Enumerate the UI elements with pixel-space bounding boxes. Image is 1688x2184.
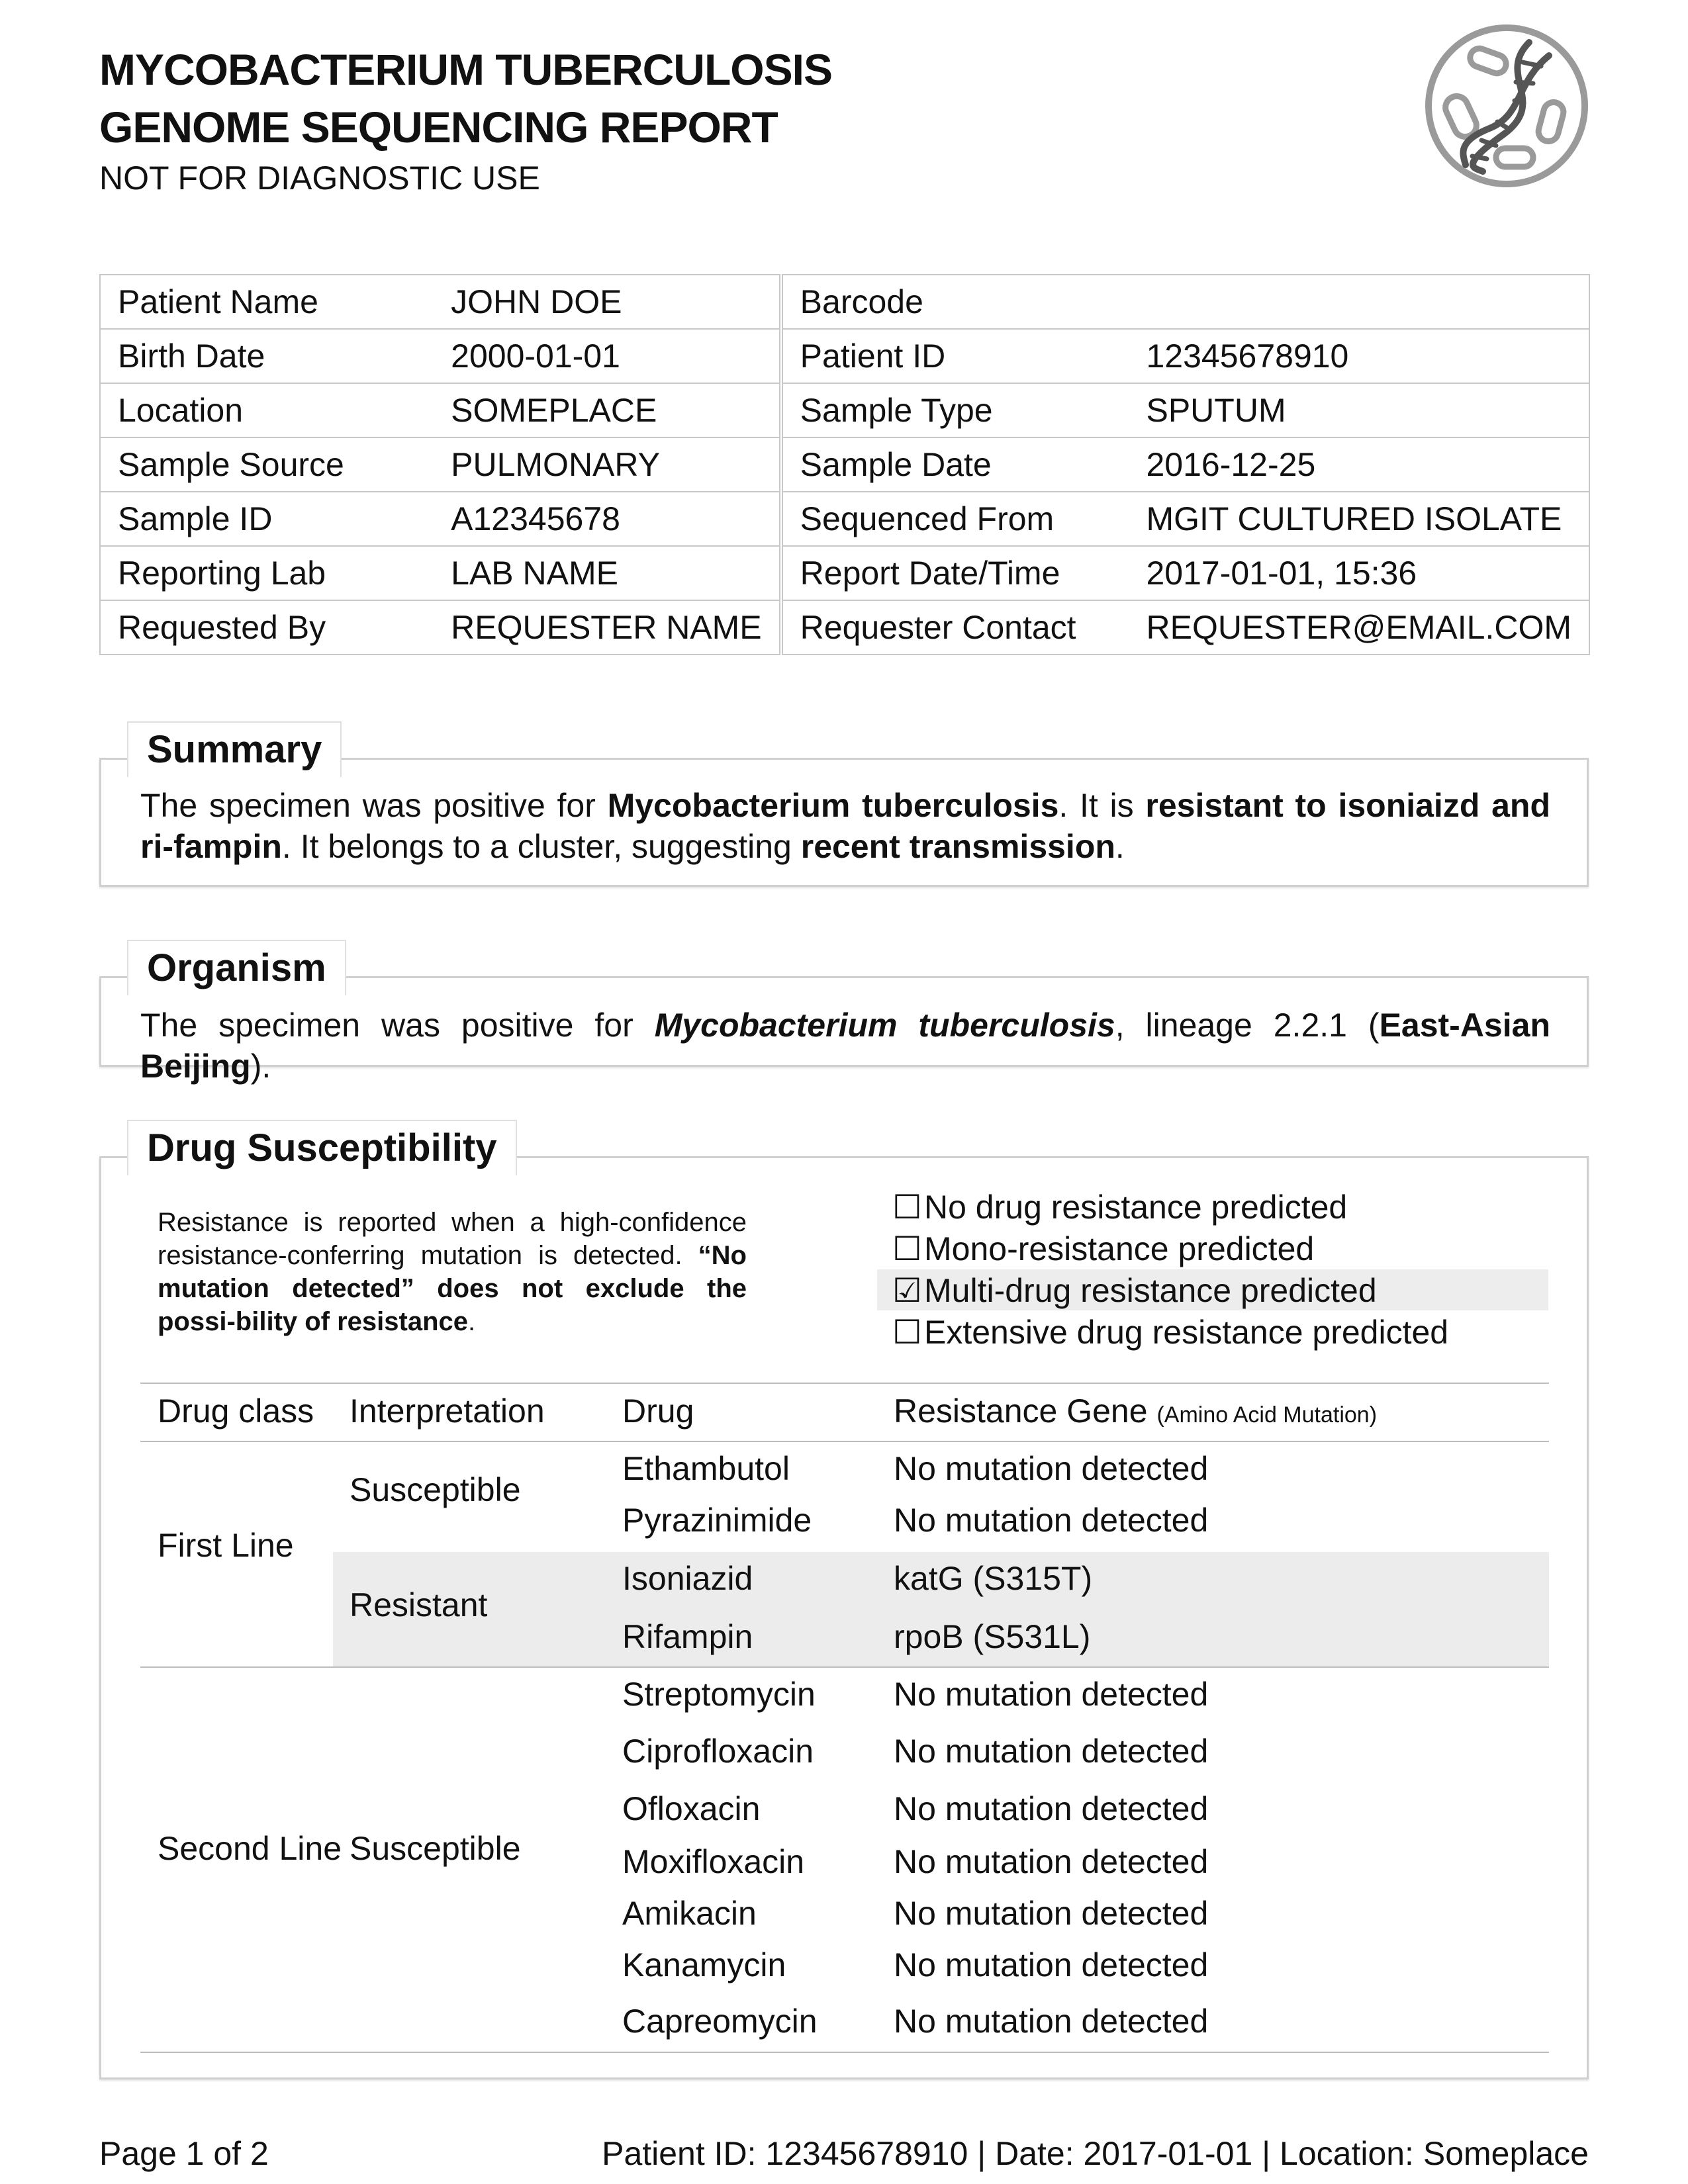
check-label: No drug resistance predicted (924, 1189, 1348, 1226)
header-resistance-gene (894, 1392, 1377, 1430)
drug-name: Moxifloxacin (622, 1843, 805, 1880)
drug-name: Ethambutol (622, 1450, 790, 1487)
summary-resistance: resistant to isoniaizd and ri-fampin (140, 787, 1550, 865)
patient-info-row (100, 383, 1589, 437)
table-rule (140, 1666, 1549, 1668)
summary-text-part: . It is (1058, 787, 1146, 824)
group-first-line: First Line (158, 1527, 294, 1564)
header-drug: Drug (622, 1392, 694, 1430)
page-number: Page 1 of 2 (99, 2135, 269, 2172)
check-label: Mono-resistance predicted (924, 1230, 1315, 1267)
info-value: 2000-01-01 (434, 329, 781, 383)
header-gene-label: Resistance Gene (894, 1392, 1148, 1430)
organism-species: Mycobacterium tuberculosis (654, 1007, 1115, 1044)
info-label: Sample Source (100, 437, 434, 492)
info-value: 2016-12-25 (1129, 437, 1589, 492)
info-value: REQUESTER NAME (434, 600, 781, 655)
info-label: Barcode (781, 275, 1129, 329)
info-value: PULMONARY (434, 437, 781, 492)
check-extensive-resistance (892, 1313, 1448, 1351)
table-rule (140, 1441, 1549, 1442)
report-title-line-2: GENOME SEQUENCING REPORT (99, 103, 778, 152)
patient-info-row (100, 492, 1589, 546)
info-value: A12345678 (434, 492, 781, 546)
info-value: MGIT CULTURED ISOLATE (1129, 492, 1589, 546)
drug-susceptibility-heading: Drug Susceptibility (127, 1120, 517, 1175)
resistance-note (158, 1206, 747, 1338)
info-label: Location (100, 383, 434, 437)
drug-name: Streptomycin (622, 1676, 816, 1713)
info-label: Sequenced From (781, 492, 1129, 546)
header-gene-sublabel: (Amino Acid Mutation) (1156, 1402, 1378, 1428)
check-label: Multi-drug resistance predicted (924, 1272, 1377, 1309)
info-value: SPUTUM (1129, 383, 1589, 437)
drug-name: Ciprofloxacin (622, 1733, 814, 1770)
checkbox-empty-icon: ☐ (892, 1230, 922, 1267)
gene-result: No mutation detected (894, 1676, 1209, 1713)
info-label: Reporting Lab (100, 546, 434, 600)
patient-info-row (100, 437, 1589, 492)
footer-info: Patient ID: 12345678910 | Date: 2017-01-01 | Location: Someplace (602, 2135, 1589, 2172)
organism-lineage-name: East-Asian Beijing (140, 1007, 1550, 1085)
gene-result: No mutation detected (894, 1502, 1209, 1539)
info-label: Requested By (100, 600, 434, 655)
info-value: 2017-01-01, 15:36 (1129, 546, 1589, 600)
organism-text-part: , lineage 2.2.1 ( (1115, 1007, 1380, 1044)
checkbox-checked-icon: ☑ (892, 1272, 922, 1309)
info-label: Patient ID (781, 329, 1129, 383)
summary-text-part: . (1115, 828, 1125, 865)
info-label: Patient Name (100, 275, 434, 329)
summary-text-part: The specimen was positive for (140, 787, 608, 824)
gene-result: No mutation detected (894, 1790, 1209, 1827)
drug-name: Kanamycin (622, 1946, 786, 1983)
dna-bacteria-logo-icon (1423, 23, 1590, 189)
info-value (1129, 275, 1589, 329)
info-value: 12345678910 (1129, 329, 1589, 383)
gene-result: rpoB (S531L) (894, 1618, 1091, 1655)
info-label: Birth Date (100, 329, 434, 383)
info-label: Sample Type (781, 383, 1129, 437)
organism-text-part: The specimen was positive for (140, 1007, 655, 1044)
patient-info-table (99, 274, 1590, 655)
patient-info-row (100, 275, 1589, 329)
report-subtitle: NOT FOR DIAGNOSTIC USE (99, 159, 540, 197)
gene-result: No mutation detected (894, 1450, 1209, 1487)
table-rule (140, 1383, 1549, 1384)
check-mono-resistance (892, 1230, 1314, 1268)
organism-text-part: ). (250, 1048, 271, 1085)
checkbox-empty-icon: ☐ (892, 1314, 922, 1351)
interp-resistant: Resistant (350, 1586, 488, 1623)
interp-susceptible-first: Susceptible (350, 1471, 521, 1508)
drug-name: Rifampin (622, 1618, 753, 1655)
gene-result: No mutation detected (894, 2003, 1209, 2040)
header-interpretation: Interpretation (350, 1392, 545, 1430)
organism-text (140, 1005, 1550, 1087)
group-second-line: Second Line (158, 1830, 342, 1867)
summary-heading: Summary (127, 721, 342, 777)
summary-text-part: . It belongs to a cluster, suggesting (281, 828, 801, 865)
gene-result: No mutation detected (894, 1843, 1209, 1880)
drug-name: Ofloxacin (622, 1790, 761, 1827)
check-label: Extensive drug resistance predicted (924, 1314, 1449, 1351)
organism-heading: Organism (127, 940, 346, 995)
summary-transmission: recent transmission (800, 828, 1115, 865)
interp-susceptible-second: Susceptible (350, 1830, 521, 1867)
gene-result: No mutation detected (894, 1733, 1209, 1770)
drug-name: Pyrazinimide (622, 1502, 812, 1539)
info-label: Report Date/Time (781, 546, 1129, 600)
drug-name: Amikacin (622, 1895, 757, 1932)
header-drug-class: Drug class (158, 1392, 314, 1430)
gene-result: No mutation detected (894, 1895, 1209, 1932)
drug-name: Isoniazid (622, 1560, 753, 1597)
gene-result: katG (S315T) (894, 1560, 1093, 1597)
resistance-note-text: Resistance is reported when a high-confidence resistance-conferring mutation is detected. (158, 1208, 747, 1270)
resistance-note-text: . (468, 1307, 476, 1336)
checkbox-empty-icon: ☐ (892, 1189, 922, 1226)
patient-info-row (100, 329, 1589, 383)
gene-result: No mutation detected (894, 1946, 1209, 1983)
check-multi-drug-resistance (892, 1271, 1377, 1310)
check-no-resistance (892, 1188, 1347, 1226)
patient-info-row (100, 546, 1589, 600)
table-rule (140, 2052, 1549, 2053)
resistance-note-bold: “No mutation detected” does not exclude the possi-bility of resistance (158, 1241, 747, 1336)
patient-info-row (100, 600, 1589, 655)
summary-text (140, 785, 1550, 867)
summary-organism: Mycobacterium tuberculosis (607, 787, 1059, 824)
info-label: Sample ID (100, 492, 434, 546)
info-value: JOHN DOE (434, 275, 781, 329)
info-value: SOMEPLACE (434, 383, 781, 437)
info-value: LAB NAME (434, 546, 781, 600)
info-label: Sample Date (781, 437, 1129, 492)
report-title-line-1: MYCOBACTERIUM TUBERCULOSIS (99, 45, 832, 94)
info-value: REQUESTER@EMAIL.COM (1129, 600, 1589, 655)
info-label: Requester Contact (781, 600, 1129, 655)
drug-name: Capreomycin (622, 2003, 818, 2040)
